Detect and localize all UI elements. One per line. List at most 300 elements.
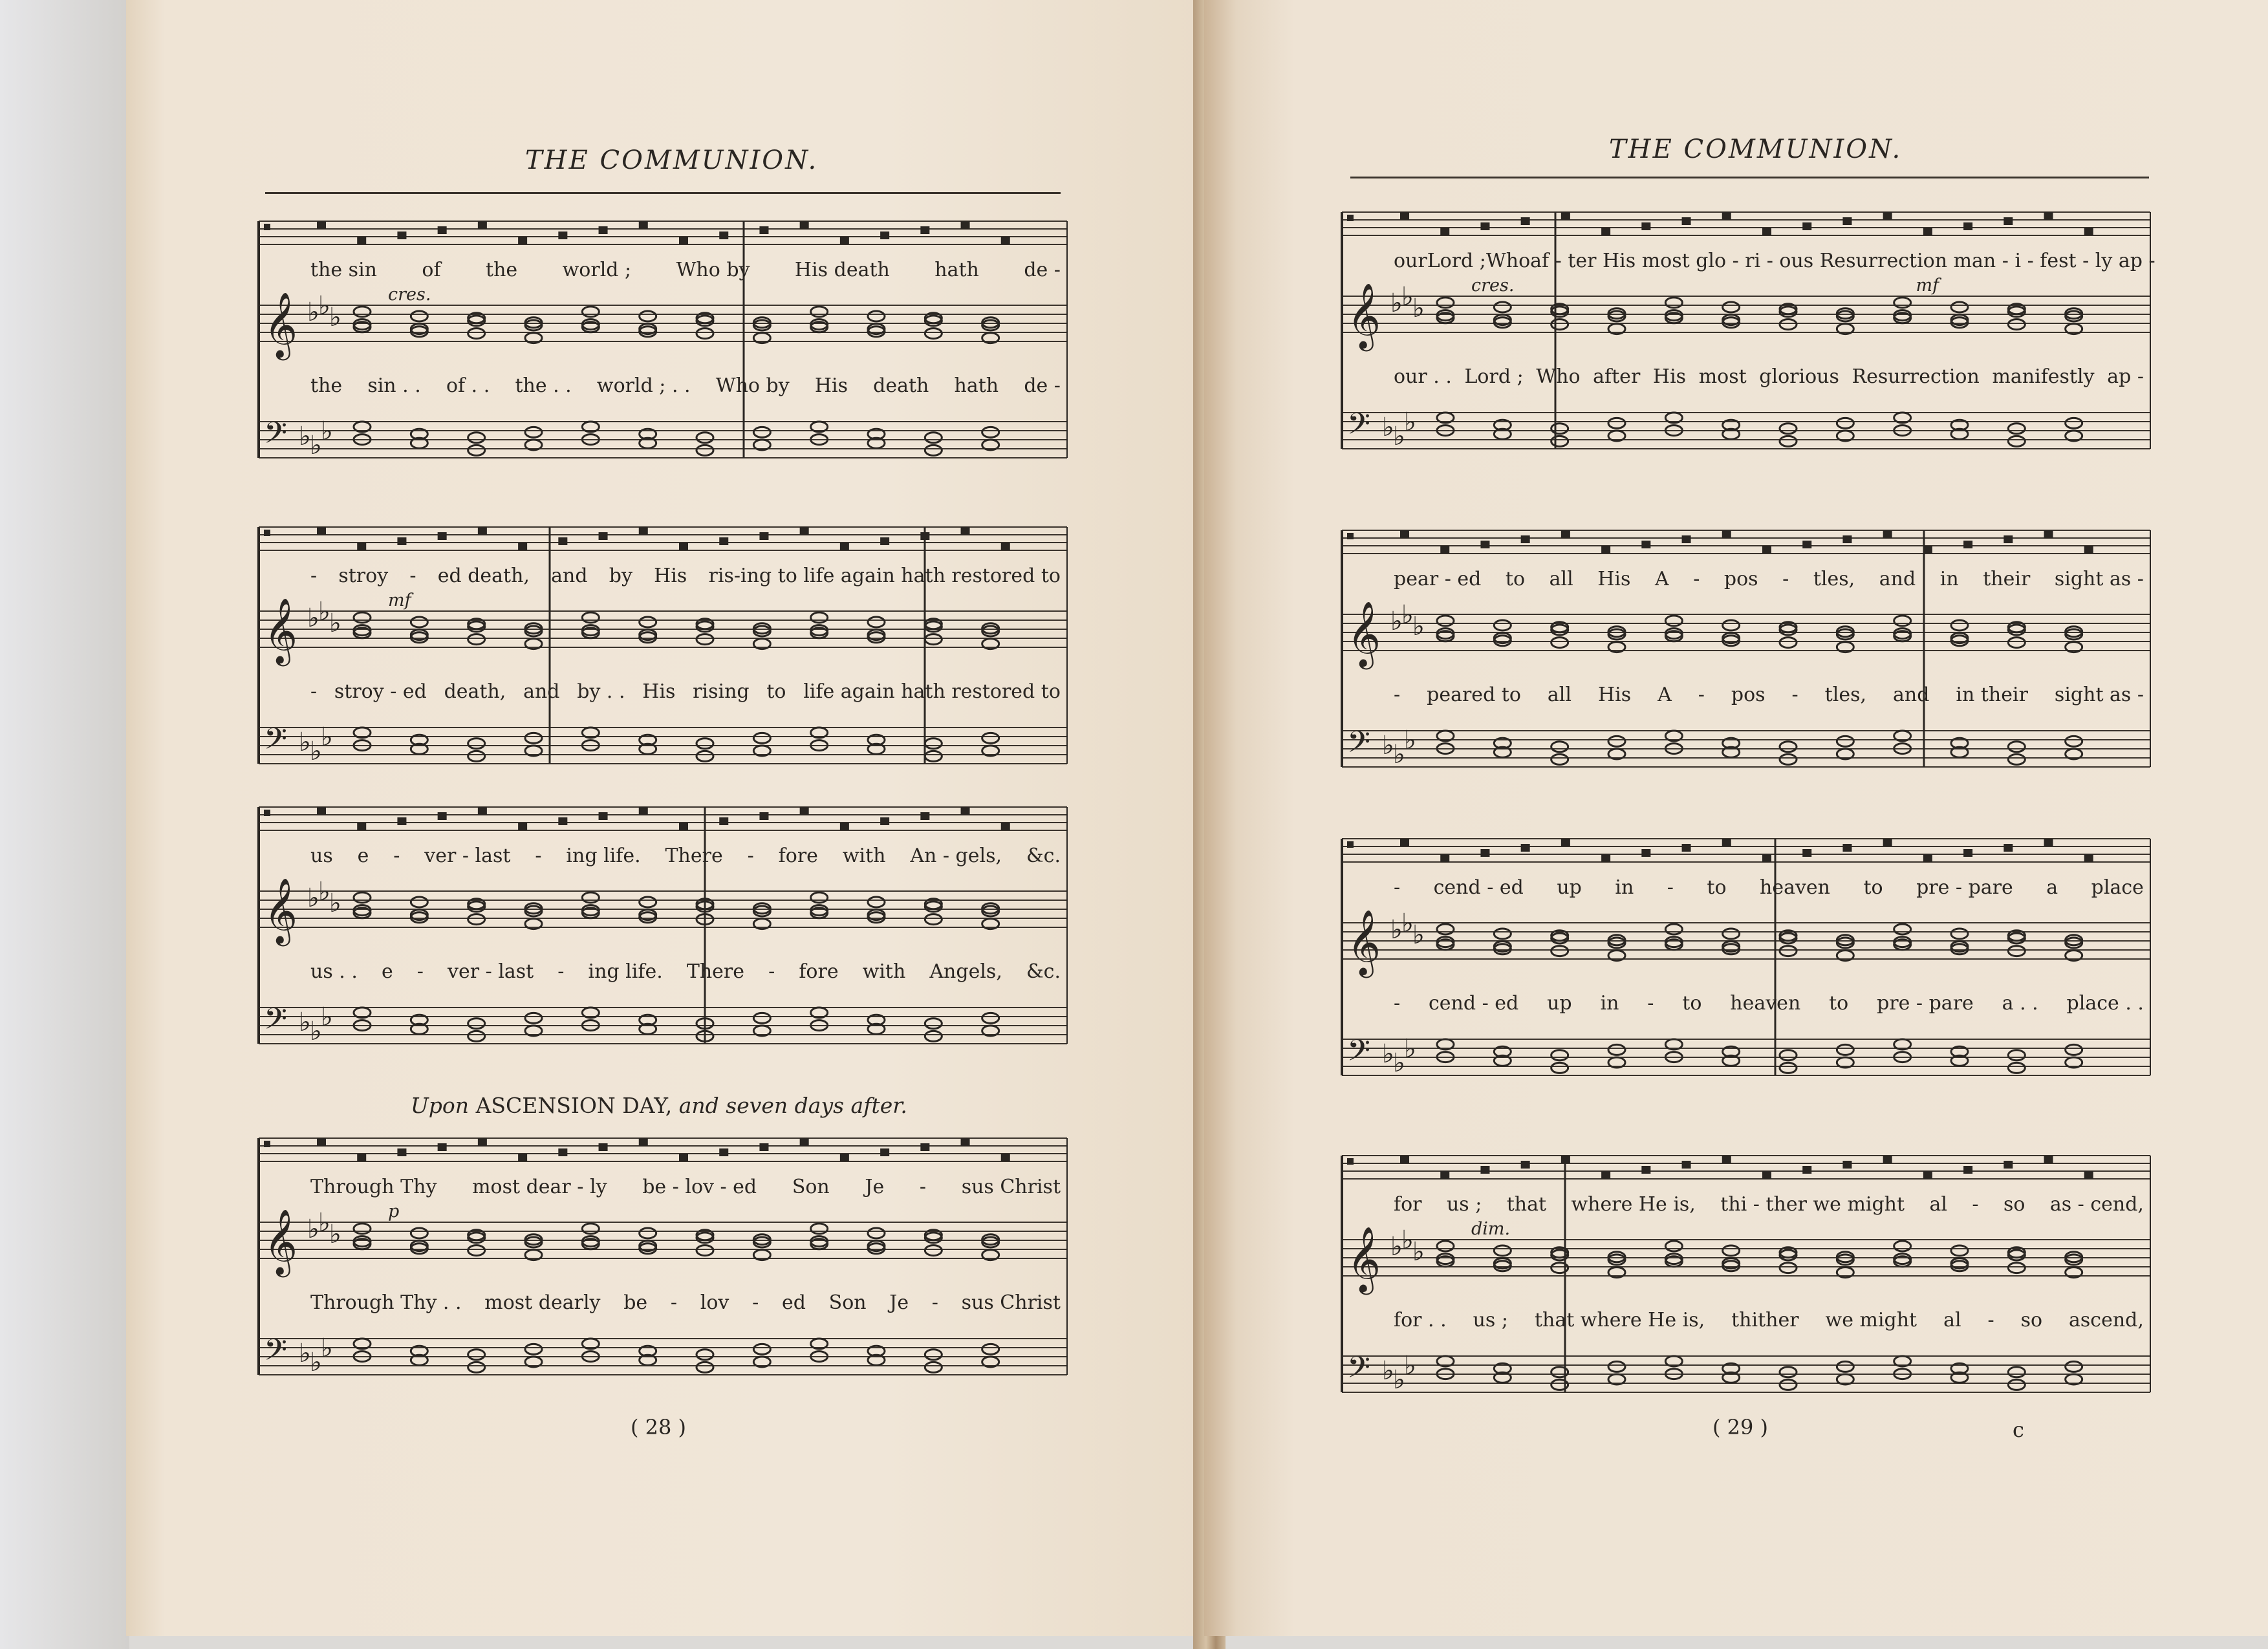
chant-note	[2084, 854, 2093, 862]
treble-note	[468, 329, 485, 339]
treble-note	[582, 1223, 599, 1234]
chant-note	[1682, 535, 1691, 543]
lyric-syllable: that where He is,	[1534, 1309, 1705, 1331]
flat-sign: ♭	[1390, 1232, 1403, 1262]
chant-note	[1440, 228, 1449, 235]
flat-sign: ♭	[1412, 612, 1425, 641]
lyric-syllable: for . .	[1394, 1309, 1447, 1331]
flat-sign: ♭	[321, 722, 333, 752]
treble-note	[354, 307, 371, 317]
lyric-syllable: -	[557, 960, 565, 983]
lyric-syllable: to	[1505, 568, 1526, 590]
chant-note	[397, 537, 406, 545]
lyric-syllable: and	[1879, 568, 1916, 590]
bass-note	[468, 751, 485, 761]
lyric-syllable: -	[768, 960, 775, 983]
treble-note	[1951, 929, 1968, 939]
treble-note	[1494, 929, 1511, 939]
lyric-syllable: Lord ;	[1464, 365, 1524, 388]
treble-clef-icon: 𝄞	[1347, 600, 1381, 667]
lyric-syllable: A	[1658, 684, 1672, 706]
flat-sign: ♭	[1412, 1237, 1425, 1267]
lyric-syllable: His	[1597, 684, 1632, 706]
treble-note	[1951, 302, 1968, 312]
chant-note	[317, 807, 326, 815]
treble-note	[1723, 1245, 1740, 1256]
chant-note	[759, 1143, 768, 1151]
chant-note	[840, 237, 849, 244]
lyric-syllable: al	[1929, 1193, 1947, 1216]
chant-note	[438, 226, 447, 234]
lyric-syllable: that	[1506, 1193, 1547, 1216]
chant-note	[558, 1148, 567, 1156]
lyric-syllable: life again hath restored to	[803, 680, 1061, 703]
bass-note	[468, 445, 485, 455]
lyric-syllable: -	[752, 1291, 759, 1314]
treble-note	[582, 892, 599, 903]
chant-note	[1963, 222, 1972, 230]
bass-clef-icon: 𝄢	[1347, 407, 1371, 449]
lyric-syllable: after	[1593, 365, 1641, 388]
bass-note	[1551, 1062, 1568, 1073]
chant-note	[920, 226, 929, 234]
treble-note	[1665, 297, 1682, 308]
bass-note	[2008, 424, 2025, 434]
lyric-syllable: tles,	[1813, 568, 1855, 590]
chant-note	[438, 1143, 447, 1151]
bass-note	[925, 433, 942, 443]
bass-clef-icon: 𝄢	[1347, 1033, 1371, 1075]
chant-note	[1001, 1154, 1010, 1161]
lyric-syllable: so	[2003, 1193, 2025, 1216]
chant-note	[1722, 839, 1731, 846]
bass-note	[468, 1018, 485, 1029]
left-system-3-upper-lyrics-row	[310, 845, 1061, 867]
flat-sign: ♭	[1401, 909, 1414, 938]
treble-note	[811, 1223, 828, 1234]
chant-note	[558, 232, 567, 239]
treble-note	[697, 1245, 713, 1256]
bass-note	[468, 1362, 485, 1372]
chant-note	[719, 232, 728, 239]
flat-sign: ♭	[307, 883, 319, 913]
signature-mark: c	[2013, 1417, 2024, 1442]
lyric-syllable: pre - pare	[1877, 992, 1974, 1015]
chant-note	[1480, 849, 1489, 857]
flat-sign: ♭	[329, 889, 341, 918]
flat-sign: ♭	[1390, 288, 1403, 318]
treble-note	[868, 311, 885, 321]
chant-note	[1440, 1171, 1449, 1179]
bass-note	[1551, 742, 1568, 752]
chant-note	[1400, 530, 1409, 538]
lyric-syllable: most dear - ly	[472, 1176, 607, 1198]
chant-note	[397, 1148, 406, 1156]
lyric-syllable: the sin	[310, 259, 377, 281]
left-system-1-middle-lyrics-row	[310, 374, 1061, 397]
treble-note	[411, 617, 427, 627]
lyric-syllable: &c.	[1026, 960, 1061, 983]
treble-note	[1437, 1241, 1454, 1251]
lyric-syllable: hath	[934, 259, 979, 281]
chant-note	[1521, 1161, 1530, 1169]
chant-note	[2003, 535, 2013, 543]
chant-clef	[1347, 841, 1354, 848]
lyric-syllable: be	[623, 1291, 648, 1314]
lyric-syllable: sin . .	[367, 374, 421, 397]
lyric-syllable: the	[486, 259, 518, 281]
chant-note	[1802, 849, 1811, 857]
lyric-syllable: His	[1652, 365, 1687, 388]
lyric-syllable: thither	[1731, 1309, 1799, 1331]
chant-note	[1440, 854, 1449, 862]
chant-note	[1883, 530, 1892, 538]
lyric-syllable: place	[2091, 876, 2144, 899]
chant-note	[558, 537, 567, 545]
lyric-syllable: af - ter His most glo - ri - ous Resurrection man - i - fest - ly ap -	[1530, 250, 2155, 272]
lyric-syllable: -	[931, 1291, 938, 1314]
lyric-syllable: pos	[1723, 568, 1758, 590]
lyric-syllable: our	[1394, 250, 1427, 272]
treble-note	[925, 914, 942, 925]
bass-note	[2066, 1044, 2082, 1055]
right-running-head: THE COMMUNION.	[1609, 135, 1903, 164]
lyric-syllable: to	[766, 680, 786, 703]
chant-note	[679, 823, 688, 830]
right-system-3-upper-lyrics-row	[1394, 876, 2144, 899]
chant-note	[1641, 849, 1650, 857]
lyric-syllable: de -	[1024, 259, 1061, 281]
lyric-syllable: Son	[792, 1176, 830, 1198]
chant-note	[880, 537, 889, 545]
chant-note	[1561, 212, 1570, 220]
lyric-syllable: -	[310, 680, 318, 703]
lyric-syllable: fore	[799, 960, 839, 983]
bass-note	[1837, 1044, 1853, 1055]
bass-clef-icon: 𝄢	[264, 1002, 288, 1044]
lyric-syllable: heaven	[1760, 876, 1830, 899]
bass-note	[2008, 1050, 2025, 1061]
bass-note	[2008, 1379, 2025, 1390]
left-folio: ( 28 )	[631, 1415, 687, 1439]
lyric-syllable: -	[416, 960, 424, 983]
treble-note	[468, 914, 485, 925]
bass-note	[1780, 1062, 1797, 1073]
flat-sign: ♭	[299, 422, 311, 451]
bass-note	[1780, 1050, 1797, 1061]
bass-note	[982, 1013, 999, 1023]
flat-sign: ♭	[310, 431, 322, 460]
bass-note	[753, 1344, 770, 1354]
lyric-syllable: -	[1647, 992, 1654, 1015]
bass-clef-icon: 𝄢	[264, 1333, 288, 1375]
chant-note	[357, 823, 366, 830]
chant-note	[1400, 212, 1409, 220]
lyric-syllable: Who by	[715, 374, 790, 397]
chant-note	[679, 543, 688, 550]
chant-note	[1641, 1166, 1650, 1174]
flat-sign: ♭	[321, 416, 333, 446]
right-system-3-middle-lyrics-row	[1394, 992, 2144, 1015]
flat-sign: ♭	[310, 1017, 322, 1046]
chant-note	[840, 543, 849, 550]
chant-note	[961, 527, 970, 535]
treble-note	[1894, 297, 1911, 308]
lyric-syllable: -	[670, 1291, 678, 1314]
chant-note	[961, 807, 970, 815]
flat-sign: ♭	[318, 291, 330, 321]
lyric-syllable: Angels,	[929, 960, 1002, 983]
flat-sign: ♭	[1382, 413, 1394, 442]
lyric-syllable: a	[2046, 876, 2058, 899]
treble-note	[1951, 1245, 1968, 1256]
lyric-syllable: sus Christ	[961, 1291, 1061, 1314]
bass-clef-icon: 𝄢	[264, 416, 288, 458]
chant-note	[639, 1138, 648, 1146]
lyric-syllable: the	[310, 374, 343, 397]
lyric-syllable: -	[1782, 568, 1789, 590]
treble-note	[640, 897, 656, 907]
lyric-syllable: -	[1667, 876, 1674, 899]
bass-note	[925, 1031, 942, 1041]
lyric-syllable: in	[1600, 992, 1619, 1015]
left-system-1-upper-lyrics-row	[310, 259, 1061, 281]
lyric-syllable: and	[523, 680, 560, 703]
lyric-syllable: for	[1394, 1193, 1422, 1216]
chant-note	[357, 543, 366, 550]
bass-note	[1608, 1361, 1625, 1372]
bass-note	[2066, 1361, 2082, 1372]
flat-sign: ♭	[318, 1208, 330, 1238]
lyric-syllable: in their	[1956, 684, 2028, 706]
flat-sign: ♭	[1382, 731, 1394, 760]
flat-sign: ♭	[1412, 920, 1425, 950]
chant-note	[1802, 1166, 1811, 1174]
chant-note	[800, 1138, 809, 1146]
treble-note	[2008, 319, 2025, 330]
caption-prefix: Upon	[411, 1093, 470, 1118]
chant-note	[1641, 222, 1650, 230]
chant-note	[840, 1154, 849, 1161]
lyric-syllable: so	[2020, 1309, 2043, 1331]
bass-note	[925, 445, 942, 455]
chant-note	[719, 537, 728, 545]
lyric-syllable: world ; . .	[596, 374, 691, 397]
flat-sign: ♭	[1393, 422, 1405, 451]
chant-note	[478, 1138, 487, 1146]
left-system-4-middle-lyrics-row	[310, 1291, 1061, 1314]
chant-note	[1923, 1171, 1932, 1179]
chant-note	[1561, 530, 1570, 538]
dynamic-marking: dim.	[1471, 1219, 1511, 1239]
chant-note	[1842, 844, 1852, 852]
flat-sign: ♭	[1393, 740, 1405, 770]
treble-note	[582, 612, 599, 623]
lyric-syllable: Through Thy . .	[310, 1291, 462, 1314]
lyric-syllable: Je	[865, 1176, 885, 1198]
lyric-syllable: His death	[794, 259, 890, 281]
lyric-syllable: There	[665, 845, 723, 867]
bass-note	[2008, 754, 2025, 764]
chant-note	[1802, 222, 1811, 230]
lyric-syllable: thi - ther we might	[1720, 1193, 1905, 1216]
chant-note	[1722, 1156, 1731, 1163]
lyric-syllable: There	[686, 960, 745, 983]
flat-sign: ♭	[321, 1333, 333, 1363]
chant-note	[639, 807, 648, 815]
chant-note	[478, 221, 487, 229]
chant-note	[1601, 854, 1610, 862]
lyric-syllable: tles,	[1824, 684, 1867, 706]
lyric-syllable: all	[1547, 684, 1571, 706]
lyric-syllable: as - cend,	[2049, 1193, 2144, 1216]
left-system-3-middle-lyrics-row	[310, 960, 1061, 983]
bass-note	[697, 433, 713, 443]
treble-note	[1665, 616, 1682, 626]
lyric-syllable: cend - ed	[1429, 992, 1519, 1015]
lyric-syllable: -	[409, 565, 416, 587]
lyric-syllable: we might	[1825, 1309, 1917, 1331]
bass-note	[925, 738, 942, 749]
bass-note	[525, 1344, 542, 1354]
lyric-syllable: of	[422, 259, 441, 281]
lyric-syllable: death,	[444, 680, 506, 703]
treble-clef-icon: 𝄞	[1347, 282, 1381, 349]
bass-note	[1780, 1379, 1797, 1390]
chant-note	[639, 221, 648, 229]
chant-note	[518, 1154, 527, 1161]
lyric-syllable: -	[310, 565, 318, 587]
chant-note	[961, 221, 970, 229]
treble-note	[1780, 946, 1797, 956]
bass-note	[1551, 1050, 1568, 1061]
treble-note	[468, 1245, 485, 1256]
chant-note	[1762, 854, 1771, 862]
chant-note	[1480, 541, 1489, 548]
lyric-syllable: us . .	[310, 960, 358, 983]
chant-clef	[264, 530, 270, 536]
lyric-syllable: Lord ;	[1427, 250, 1486, 272]
flat-sign: ♭	[321, 1002, 333, 1032]
chant-note	[357, 237, 366, 244]
chant-note	[558, 817, 567, 825]
caption-feast: ASCENSION DAY,	[475, 1093, 673, 1118]
treble-note	[811, 612, 828, 623]
dynamic-marking: p	[388, 1202, 400, 1222]
chant-clef	[1347, 215, 1354, 221]
chant-note	[1440, 546, 1449, 554]
flat-sign: ♭	[307, 603, 319, 633]
treble-note	[1894, 924, 1911, 934]
flat-sign: ♭	[299, 727, 311, 757]
lyric-syllable: and	[1893, 684, 1930, 706]
bass-note	[753, 733, 770, 743]
lyric-syllable: us	[310, 845, 333, 867]
lyric-syllable: -	[1972, 1193, 1979, 1216]
flat-sign: ♭	[1404, 726, 1416, 755]
treble-note	[354, 892, 371, 903]
chant-note	[2044, 839, 2053, 846]
lyric-syllable: glorious	[1759, 365, 1839, 388]
lyric-syllable: de -	[1024, 374, 1061, 397]
chant-note	[1883, 212, 1892, 220]
treble-clef-icon: 𝄞	[264, 877, 298, 943]
flat-sign: ♭	[329, 303, 341, 332]
lyric-syllable: A	[1654, 568, 1669, 590]
flat-sign: ♭	[1393, 1048, 1405, 1078]
flat-sign: ♭	[307, 1214, 319, 1244]
treble-note	[925, 634, 942, 645]
chant-note	[1722, 530, 1731, 538]
bass-clef-icon: 𝄢	[1347, 725, 1371, 767]
right-system-2-upper-lyrics-row	[1394, 568, 2144, 590]
lyric-syllable: sight as -	[2054, 568, 2144, 590]
lyric-syllable: place . .	[2066, 992, 2144, 1015]
lyric-syllable: sus Christ	[961, 1176, 1061, 1198]
treble-note	[697, 634, 713, 645]
lyric-syllable: to	[1829, 992, 1849, 1015]
lyric-syllable: where He is,	[1571, 1193, 1696, 1216]
treble-note	[1551, 319, 1568, 330]
chant-note	[1842, 1161, 1852, 1169]
bass-note	[525, 427, 542, 437]
treble-clef-icon: 𝄞	[264, 291, 298, 358]
chant-note	[1762, 546, 1771, 554]
dynamic-marking: mf	[388, 590, 411, 610]
right-system-1-upper-lyrics-row	[1394, 250, 2155, 272]
lyric-syllable: His	[654, 565, 687, 587]
lyric-syllable: a . .	[2002, 992, 2038, 1015]
lyric-syllable: up	[1547, 992, 1572, 1015]
chant-note	[800, 807, 809, 815]
bass-note	[468, 1031, 485, 1041]
chant-note	[1963, 541, 1972, 548]
chant-clef	[1347, 533, 1354, 539]
chant-note	[759, 226, 768, 234]
lyric-syllable: pre - pare	[1916, 876, 2013, 899]
bass-note	[1780, 436, 1797, 446]
chant-note	[719, 1148, 728, 1156]
treble-note	[1780, 1263, 1797, 1273]
bass-note	[1837, 736, 1853, 746]
bass-note	[697, 1362, 713, 1372]
bass-note	[2066, 736, 2082, 746]
lyric-syllable: Son	[828, 1291, 867, 1314]
bass-note	[468, 738, 485, 749]
bass-note	[1780, 424, 1797, 434]
lyric-syllable: ed death,	[437, 565, 530, 587]
treble-note	[354, 1223, 371, 1234]
lyric-syllable: ing life.	[588, 960, 663, 983]
chant-note	[357, 1154, 366, 1161]
flat-sign: ♭	[1382, 1356, 1394, 1386]
left-running-head: THE COMMUNION.	[525, 146, 819, 175]
treble-note	[811, 307, 828, 317]
lyric-syllable: al	[1943, 1309, 1961, 1331]
treble-clef-icon: 𝄞	[264, 1208, 298, 1275]
chant-note	[1400, 1156, 1409, 1163]
bass-note	[925, 1350, 942, 1360]
bass-note	[525, 733, 542, 743]
lyric-syllable: ris-ing to life again hath restored to	[708, 565, 1061, 587]
treble-note	[640, 1228, 656, 1238]
chant-note	[800, 221, 809, 229]
chant-note	[1923, 854, 1932, 862]
lyric-syllable: most	[1698, 365, 1747, 388]
lyric-syllable: ing life.	[566, 845, 641, 867]
flat-sign: ♭	[299, 1339, 311, 1368]
chant-note	[2003, 844, 2013, 852]
